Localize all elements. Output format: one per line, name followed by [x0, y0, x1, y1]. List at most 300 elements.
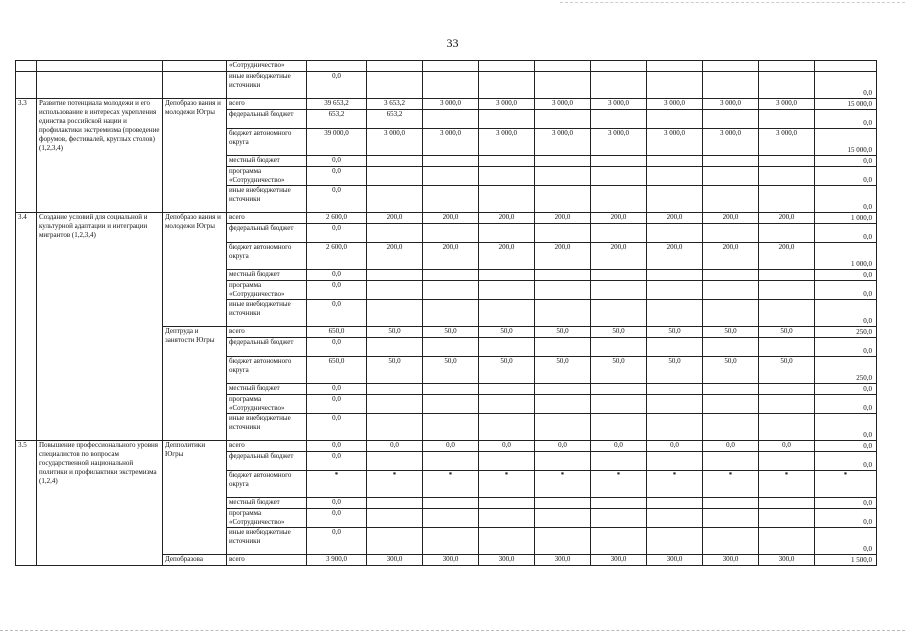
- year-value-cell: [479, 395, 535, 414]
- year-value-cell: [535, 452, 591, 471]
- year-value-cell: [647, 384, 703, 395]
- year-value-cell: 50,0: [535, 357, 591, 384]
- year-value-cell: [647, 281, 703, 300]
- year-value-cell: 50,0: [479, 357, 535, 384]
- year-value-cell: [423, 167, 479, 186]
- year-value-cell: [423, 72, 479, 99]
- year-value-cell: [703, 156, 759, 167]
- year-value-cell: *: [423, 471, 479, 498]
- period-total-cell: *: [815, 471, 877, 498]
- year-value-cell: [367, 395, 423, 414]
- year-value-cell: 200,0: [703, 213, 759, 224]
- year-value-cell: [703, 270, 759, 281]
- year-value-cell: [647, 156, 703, 167]
- year-value-cell: [703, 509, 759, 528]
- year-value-cell: [759, 110, 815, 129]
- year-value-cell: [591, 110, 647, 129]
- executor-cell: Депполитики Югры: [163, 441, 227, 555]
- year-value-cell: [759, 224, 815, 243]
- total-value-cell: 0,0: [307, 384, 367, 395]
- year-value-cell: 50,0: [703, 357, 759, 384]
- year-value-cell: 0,0: [591, 441, 647, 452]
- year-value-cell: [703, 281, 759, 300]
- year-value-cell: [647, 414, 703, 441]
- year-value-cell: [759, 281, 815, 300]
- year-value-cell: 0,0: [479, 441, 535, 452]
- period-total-cell: 0,0: [815, 509, 877, 528]
- year-value-cell: [591, 300, 647, 327]
- period-total-cell: 1 000,0: [815, 243, 877, 270]
- funding-source-cell: бюджет автономного округа: [227, 243, 307, 270]
- year-value-cell: 50,0: [535, 327, 591, 338]
- period-total-cell: 0,0: [815, 186, 877, 213]
- funding-source-cell: местный бюджет: [227, 498, 307, 509]
- year-value-cell: 3 000,0: [647, 129, 703, 156]
- year-value-cell: [479, 509, 535, 528]
- year-value-cell: 3 000,0: [703, 99, 759, 110]
- funding-source-cell: всего: [227, 327, 307, 338]
- year-value-cell: [535, 186, 591, 213]
- year-value-cell: [759, 338, 815, 357]
- year-value-cell: [703, 528, 759, 555]
- year-value-cell: [591, 338, 647, 357]
- total-value-cell: 0,0: [307, 498, 367, 509]
- year-value-cell: [759, 300, 815, 327]
- year-value-cell: 200,0: [535, 213, 591, 224]
- year-value-cell: [647, 300, 703, 327]
- year-value-cell: [535, 509, 591, 528]
- activity-name-cell: Повышение профессионального уровня специалистов по вопросам государственной национальной политики и профилактики экстремизма (1,2,4): [37, 441, 163, 566]
- year-value-cell: 200,0: [479, 243, 535, 270]
- scan-edge-top: [560, 2, 905, 3]
- year-value-cell: 50,0: [647, 357, 703, 384]
- funding-source-cell: бюджет автономного округа: [227, 471, 307, 498]
- year-value-cell: [367, 61, 423, 72]
- year-value-cell: [759, 498, 815, 509]
- year-value-cell: [367, 167, 423, 186]
- page-number: 33: [446, 36, 459, 50]
- year-value-cell: [367, 338, 423, 357]
- year-value-cell: 0,0: [647, 441, 703, 452]
- year-value-cell: 0,0: [423, 441, 479, 452]
- year-value-cell: [367, 528, 423, 555]
- year-value-cell: 3 000,0: [423, 129, 479, 156]
- year-value-cell: [703, 224, 759, 243]
- year-value-cell: [423, 338, 479, 357]
- year-value-cell: 0,0: [367, 441, 423, 452]
- year-value-cell: [367, 270, 423, 281]
- year-value-cell: *: [367, 471, 423, 498]
- year-value-cell: 3 000,0: [367, 129, 423, 156]
- year-value-cell: 3 000,0: [647, 99, 703, 110]
- year-value-cell: [703, 186, 759, 213]
- year-value-cell: [479, 72, 535, 99]
- year-value-cell: [535, 156, 591, 167]
- year-value-cell: [423, 186, 479, 213]
- table-row: [16, 72, 877, 99]
- total-value-cell: 39 000,0: [307, 129, 367, 156]
- year-value-cell: 3 653,2: [367, 99, 423, 110]
- funding-source-cell: всего: [227, 213, 307, 224]
- year-value-cell: [591, 528, 647, 555]
- year-value-cell: [647, 509, 703, 528]
- year-value-cell: [479, 270, 535, 281]
- total-value-cell: 0,0: [307, 441, 367, 452]
- executor-cell: [163, 61, 227, 72]
- year-value-cell: [759, 72, 815, 99]
- funding-source-cell: иные внебюджетные источники: [227, 528, 307, 555]
- period-total-cell: 0,0: [815, 270, 877, 281]
- year-value-cell: [591, 167, 647, 186]
- total-value-cell: 39 653,2: [307, 99, 367, 110]
- period-total-cell: 0,0: [815, 441, 877, 452]
- year-value-cell: 300,0: [535, 555, 591, 566]
- year-value-cell: [423, 270, 479, 281]
- year-value-cell: [703, 414, 759, 441]
- year-value-cell: [423, 498, 479, 509]
- period-total-cell: 15 000,0: [815, 99, 877, 110]
- year-value-cell: 300,0: [367, 555, 423, 566]
- year-value-cell: [647, 167, 703, 186]
- year-value-cell: 200,0: [423, 243, 479, 270]
- year-value-cell: [535, 498, 591, 509]
- year-value-cell: [423, 281, 479, 300]
- year-value-cell: 50,0: [759, 327, 815, 338]
- year-value-cell: [479, 110, 535, 129]
- funding-source-cell: иные внебюджетные источники: [227, 72, 307, 99]
- total-value-cell: 650,0: [307, 357, 367, 384]
- funding-source-cell: местный бюджет: [227, 270, 307, 281]
- year-value-cell: *: [647, 471, 703, 498]
- year-value-cell: [647, 110, 703, 129]
- year-value-cell: [591, 186, 647, 213]
- total-value-cell: 650,0: [307, 327, 367, 338]
- period-total-cell: 0,0: [815, 452, 877, 471]
- year-value-cell: [647, 186, 703, 213]
- total-value-cell: 0,0: [307, 300, 367, 327]
- year-value-cell: [423, 528, 479, 555]
- year-value-cell: [535, 528, 591, 555]
- year-value-cell: 200,0: [647, 243, 703, 270]
- year-value-cell: [647, 224, 703, 243]
- year-value-cell: [591, 281, 647, 300]
- year-value-cell: *: [591, 471, 647, 498]
- total-value-cell: 653,2: [307, 110, 367, 129]
- year-value-cell: [423, 156, 479, 167]
- period-total-cell: 0,0: [815, 528, 877, 555]
- funding-source-cell: федеральный бюджет: [227, 338, 307, 357]
- total-value-cell: 0,0: [307, 186, 367, 213]
- period-total-cell: 0,0: [815, 224, 877, 243]
- year-value-cell: [479, 414, 535, 441]
- year-value-cell: 3 000,0: [759, 129, 815, 156]
- year-value-cell: 3 000,0: [535, 99, 591, 110]
- row-number-cell: 3.3: [16, 99, 37, 213]
- period-total-cell: 250,0: [815, 327, 877, 338]
- activity-name-cell: Развитие потенциала молодежи и его использование в интересах укрепления единства российской нации и профилактики экстремизма (проведение форумов, фестивалей, круглых столов) (1,2,3,4): [37, 99, 163, 213]
- year-value-cell: [423, 224, 479, 243]
- year-value-cell: 200,0: [535, 243, 591, 270]
- executor-cell: Депобразо вания и молодежи Югры: [163, 99, 227, 213]
- year-value-cell: [479, 167, 535, 186]
- year-value-cell: 300,0: [423, 555, 479, 566]
- executor-cell: Депобразо вания и молодежи Югры: [163, 213, 227, 327]
- year-value-cell: *: [759, 471, 815, 498]
- year-value-cell: 200,0: [703, 243, 759, 270]
- year-value-cell: [367, 452, 423, 471]
- row-number-cell: [16, 72, 37, 99]
- period-total-cell: 15 000,0: [815, 129, 877, 156]
- table-body: [16, 61, 877, 566]
- year-value-cell: [479, 281, 535, 300]
- year-value-cell: [423, 395, 479, 414]
- year-value-cell: [423, 110, 479, 129]
- period-total-cell: 0,0: [815, 498, 877, 509]
- period-total-cell: 250,0: [815, 357, 877, 384]
- year-value-cell: 3 000,0: [759, 99, 815, 110]
- total-value-cell: 0,0: [307, 224, 367, 243]
- year-value-cell: 3 000,0: [423, 99, 479, 110]
- year-value-cell: [367, 414, 423, 441]
- total-value-cell: 0,0: [307, 414, 367, 441]
- year-value-cell: [479, 528, 535, 555]
- table-row: [16, 441, 877, 452]
- funding-source-cell: всего: [227, 99, 307, 110]
- funding-source-cell: программа «Сотрудничество»: [227, 281, 307, 300]
- year-value-cell: [535, 338, 591, 357]
- executor-cell: Дептруда и занятости Югры: [163, 327, 227, 441]
- year-value-cell: 3 000,0: [591, 99, 647, 110]
- year-value-cell: 0,0: [703, 441, 759, 452]
- funding-source-cell: федеральный бюджет: [227, 110, 307, 129]
- total-value-cell: 0,0: [307, 72, 367, 99]
- funding-source-cell: бюджет автономного округа: [227, 357, 307, 384]
- year-value-cell: [479, 452, 535, 471]
- period-total-cell: 0,0: [815, 72, 877, 99]
- year-value-cell: [423, 384, 479, 395]
- total-value-cell: [307, 61, 367, 72]
- funding-source-cell: федеральный бюджет: [227, 452, 307, 471]
- period-total-cell: 0,0: [815, 395, 877, 414]
- year-value-cell: 300,0: [703, 555, 759, 566]
- year-value-cell: [479, 498, 535, 509]
- year-value-cell: [591, 452, 647, 471]
- period-total-cell: 0,0: [815, 338, 877, 357]
- year-value-cell: *: [703, 471, 759, 498]
- year-value-cell: 50,0: [479, 327, 535, 338]
- year-value-cell: 200,0: [479, 213, 535, 224]
- funding-source-cell: программа «Сотрудничество»: [227, 167, 307, 186]
- total-value-cell: 2 600,0: [307, 243, 367, 270]
- year-value-cell: [647, 72, 703, 99]
- year-value-cell: [423, 300, 479, 327]
- year-value-cell: [591, 224, 647, 243]
- year-value-cell: 50,0: [591, 327, 647, 338]
- year-value-cell: [535, 414, 591, 441]
- year-value-cell: 50,0: [591, 357, 647, 384]
- total-value-cell: 0,0: [307, 281, 367, 300]
- total-value-cell: 0,0: [307, 156, 367, 167]
- total-value-cell: 3 900,0: [307, 555, 367, 566]
- year-value-cell: [423, 414, 479, 441]
- year-value-cell: [535, 224, 591, 243]
- year-value-cell: [647, 452, 703, 471]
- year-value-cell: 50,0: [367, 357, 423, 384]
- total-value-cell: 0,0: [307, 395, 367, 414]
- funding-source-cell: всего: [227, 555, 307, 566]
- year-value-cell: [367, 72, 423, 99]
- budget-table: [15, 60, 877, 566]
- period-total-cell: 1 500,0: [815, 555, 877, 566]
- year-value-cell: [591, 414, 647, 441]
- year-value-cell: [535, 300, 591, 327]
- year-value-cell: [759, 186, 815, 213]
- year-value-cell: [591, 270, 647, 281]
- funding-source-cell: «Сотрудничество»: [227, 61, 307, 72]
- total-value-cell: 2 600,0: [307, 213, 367, 224]
- year-value-cell: [479, 224, 535, 243]
- year-value-cell: [591, 72, 647, 99]
- year-value-cell: *: [479, 471, 535, 498]
- year-value-cell: [591, 395, 647, 414]
- year-value-cell: 50,0: [759, 357, 815, 384]
- period-total-cell: 0,0: [815, 110, 877, 129]
- year-value-cell: [535, 384, 591, 395]
- year-value-cell: [535, 110, 591, 129]
- year-value-cell: [703, 395, 759, 414]
- year-value-cell: 653,2: [367, 110, 423, 129]
- funding-source-cell: иные внебюджетные источники: [227, 186, 307, 213]
- year-value-cell: [647, 395, 703, 414]
- year-value-cell: [479, 300, 535, 327]
- table-row: [16, 61, 877, 72]
- year-value-cell: 3 000,0: [591, 129, 647, 156]
- year-value-cell: [367, 300, 423, 327]
- year-value-cell: [423, 61, 479, 72]
- year-value-cell: *: [535, 471, 591, 498]
- year-value-cell: [647, 498, 703, 509]
- scan-edge-bottom: [0, 630, 905, 631]
- year-value-cell: [647, 270, 703, 281]
- year-value-cell: 0,0: [759, 441, 815, 452]
- year-value-cell: 50,0: [703, 327, 759, 338]
- year-value-cell: [423, 509, 479, 528]
- year-value-cell: [703, 498, 759, 509]
- year-value-cell: [759, 414, 815, 441]
- year-value-cell: [647, 61, 703, 72]
- year-value-cell: 200,0: [423, 213, 479, 224]
- row-number-cell: 3.5: [16, 441, 37, 566]
- year-value-cell: [591, 61, 647, 72]
- year-value-cell: [703, 167, 759, 186]
- total-value-cell: *: [307, 471, 367, 498]
- year-value-cell: 300,0: [759, 555, 815, 566]
- year-value-cell: [591, 384, 647, 395]
- funding-source-cell: бюджет автономного округа: [227, 129, 307, 156]
- funding-source-cell: местный бюджет: [227, 156, 307, 167]
- year-value-cell: 50,0: [647, 327, 703, 338]
- year-value-cell: [367, 498, 423, 509]
- funding-source-cell: местный бюджет: [227, 384, 307, 395]
- year-value-cell: [703, 110, 759, 129]
- year-value-cell: [367, 156, 423, 167]
- year-value-cell: 200,0: [647, 213, 703, 224]
- year-value-cell: [367, 224, 423, 243]
- activity-name-cell: [37, 72, 163, 99]
- year-value-cell: [479, 61, 535, 72]
- table-row: [16, 213, 877, 224]
- total-value-cell: 0,0: [307, 270, 367, 281]
- funding-source-cell: федеральный бюджет: [227, 224, 307, 243]
- year-value-cell: 200,0: [759, 213, 815, 224]
- year-value-cell: 200,0: [591, 243, 647, 270]
- year-value-cell: 300,0: [647, 555, 703, 566]
- period-total-cell: 1 000,0: [815, 213, 877, 224]
- year-value-cell: [535, 395, 591, 414]
- period-total-cell: 0,0: [815, 414, 877, 441]
- total-value-cell: 0,0: [307, 338, 367, 357]
- year-value-cell: [703, 300, 759, 327]
- year-value-cell: [535, 281, 591, 300]
- year-value-cell: 50,0: [367, 327, 423, 338]
- year-value-cell: [367, 509, 423, 528]
- year-value-cell: 200,0: [759, 243, 815, 270]
- budget-table-container: [15, 60, 877, 566]
- year-value-cell: [591, 509, 647, 528]
- year-value-cell: [759, 61, 815, 72]
- funding-source-cell: всего: [227, 441, 307, 452]
- year-value-cell: 200,0: [367, 213, 423, 224]
- year-value-cell: [759, 528, 815, 555]
- year-value-cell: 3 000,0: [479, 99, 535, 110]
- year-value-cell: 50,0: [423, 327, 479, 338]
- funding-source-cell: иные внебюджетные источники: [227, 300, 307, 327]
- year-value-cell: [479, 156, 535, 167]
- period-total-cell: 0,0: [815, 300, 877, 327]
- year-value-cell: [759, 509, 815, 528]
- year-value-cell: [703, 452, 759, 471]
- table-row: [16, 99, 877, 110]
- year-value-cell: [759, 156, 815, 167]
- year-value-cell: 3 000,0: [479, 129, 535, 156]
- year-value-cell: [759, 452, 815, 471]
- year-value-cell: [703, 384, 759, 395]
- year-value-cell: 3 000,0: [703, 129, 759, 156]
- year-value-cell: [367, 186, 423, 213]
- year-value-cell: 50,0: [423, 357, 479, 384]
- year-value-cell: [479, 186, 535, 213]
- year-value-cell: 200,0: [591, 213, 647, 224]
- year-value-cell: [367, 281, 423, 300]
- total-value-cell: 0,0: [307, 167, 367, 186]
- year-value-cell: 0,0: [535, 441, 591, 452]
- year-value-cell: [703, 72, 759, 99]
- year-value-cell: [591, 498, 647, 509]
- total-value-cell: 0,0: [307, 452, 367, 471]
- year-value-cell: [703, 61, 759, 72]
- year-value-cell: [759, 395, 815, 414]
- year-value-cell: [591, 156, 647, 167]
- row-number-cell: 3.4: [16, 213, 37, 441]
- activity-name-cell: Создание условий для социальной и культурной адаптации и интеграции мигрантов (1,2,3,4): [37, 213, 163, 441]
- year-value-cell: 300,0: [479, 555, 535, 566]
- executor-cell: Депобразова: [163, 555, 227, 566]
- funding-source-cell: программа «Сотрудничество»: [227, 509, 307, 528]
- period-total-cell: 0,0: [815, 281, 877, 300]
- period-total-cell: [815, 61, 877, 72]
- year-value-cell: 300,0: [591, 555, 647, 566]
- activity-name-cell: [37, 61, 163, 72]
